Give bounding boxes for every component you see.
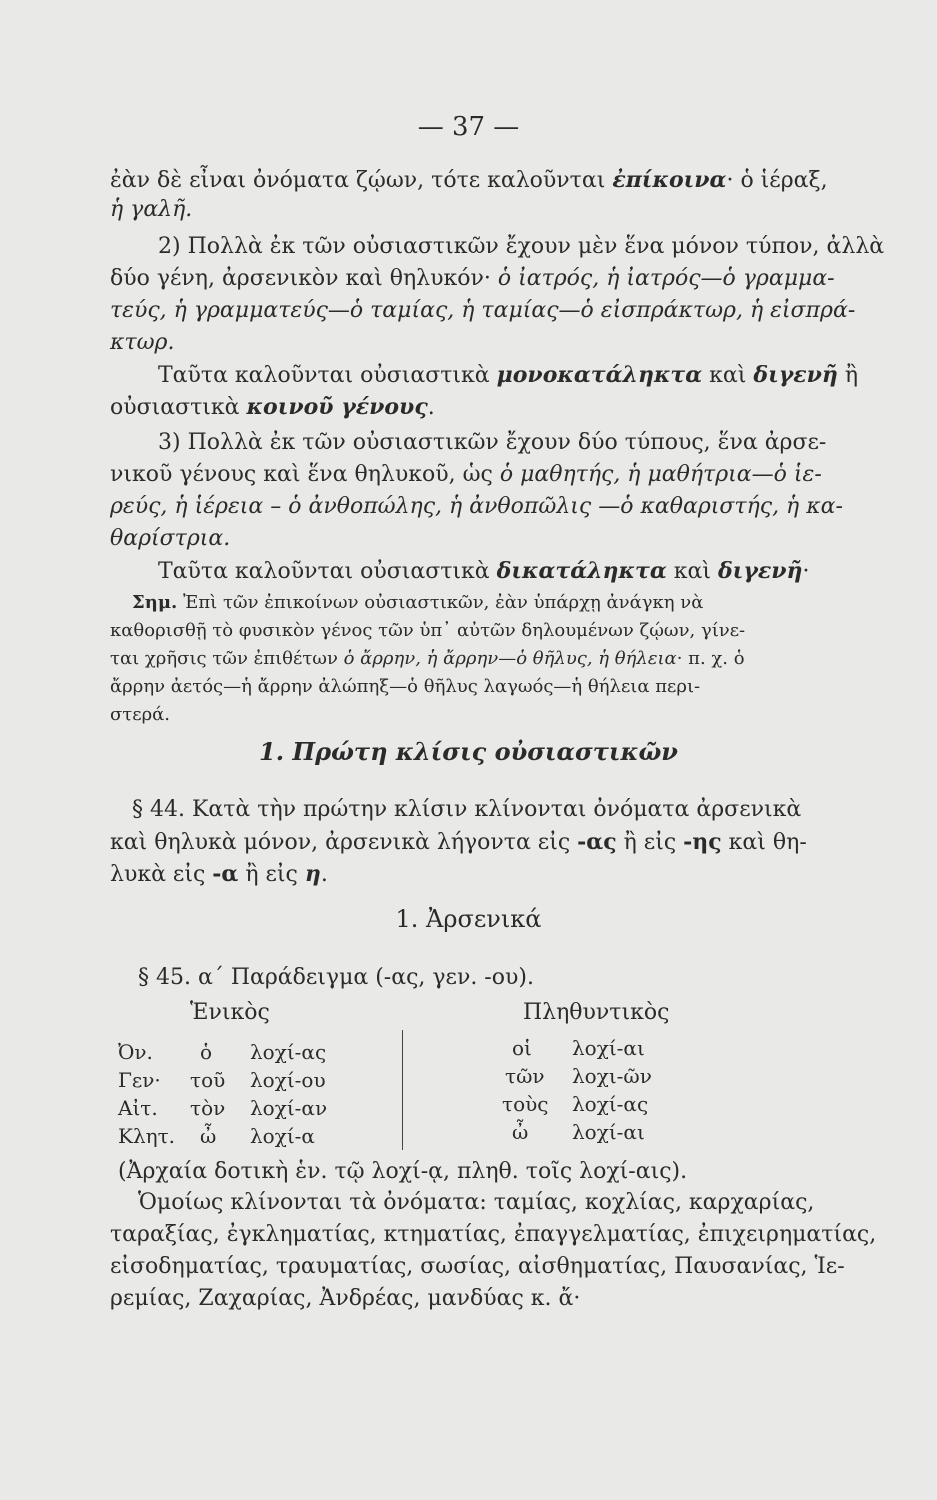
table-divider bbox=[402, 1030, 403, 1150]
note-line: καθορισθῇ τὸ φυσικὸν γένος τῶν ὑπ᾽ αὐτῶν δηλουμένων ζῴων, γίνε- bbox=[110, 620, 746, 641]
archaic-dative-note: (Ἀρχαία δοτικὴ ἑν. τῷ λοχί-ᾳ, πληθ. τοῖς λοχί-αις). bbox=[118, 1159, 688, 1184]
word-form: λοχί-ας bbox=[250, 1040, 327, 1064]
case-label: Ὀν. bbox=[118, 1040, 153, 1064]
case-label: Γεν· bbox=[118, 1068, 161, 1092]
text-line: νικοῦ γένους καὶ ἕνα θηλυκοῦ, ὡς ὁ μαθητής, ἡ μαθήτρια—ὁ ἱε- bbox=[110, 462, 822, 487]
article: τῶν bbox=[505, 1064, 545, 1088]
case-label: Αἰτ. bbox=[118, 1096, 158, 1120]
text-line: δύο γένη, ἀρσενικὸν καὶ θηλυκόν· ὁ ἰατρός, ἡ ἰατρός—ὁ γραμμα- bbox=[110, 266, 835, 291]
word-form: λοχί-αι bbox=[572, 1036, 645, 1060]
paragraph-44: § 44. Κατὰ τὴν πρώτην κλίσιν κλίνονται ὀνόματα ἀρσενικὰ bbox=[132, 797, 802, 822]
article: ὁ bbox=[200, 1040, 213, 1064]
plural-header: Πληθυντικὸς bbox=[523, 1000, 670, 1025]
text-line: 2) Πολλὰ ἐκ τῶν οὐσιαστικῶν ἔχουν μὲν ἕνα μόνον τύπον, ἀλλὰ bbox=[158, 234, 885, 259]
similar-words-line: εἰσοδηματίας, τραυματίας, σωσίας, αἰσθηματίας, Παυσανίας, Ἱε- bbox=[110, 1254, 845, 1279]
word-form: λοχι-ῶν bbox=[572, 1064, 652, 1088]
note-line: Σημ. Ἐπὶ τῶν ἐπικοίνων οὐσιαστικῶν, ἐὰν ὑπάρχῃ ἀνάγκη νὰ bbox=[132, 592, 704, 613]
text-line: θαρίστρια. bbox=[110, 526, 231, 551]
subsection-heading: 1. Ἀρσενικά bbox=[395, 905, 542, 933]
text-line: τεύς, ἡ γραμματεύς—ὁ ταμίας, ἡ ταμίας—ὁ εἰσπράκτωρ, ἡ εἰσπρά- bbox=[110, 298, 856, 323]
word-form: λοχί-αι bbox=[572, 1120, 645, 1144]
similar-words-line: ρεμίας, Ζαχαρίας, Ἀνδρέας, μανδύας κ. ἄ· bbox=[110, 1286, 581, 1311]
article: οἱ bbox=[512, 1036, 532, 1060]
singular-header: Ἑνικὸς bbox=[190, 1000, 270, 1025]
text-line: κτωρ. bbox=[110, 330, 175, 355]
note-line: στερά. bbox=[110, 704, 171, 725]
article: τοῦ bbox=[190, 1068, 226, 1092]
similar-words-line: Ὁμοίως κλίνονται τὰ ὀνόματα: ταμίας, κοχλίας, καρχαρίας, bbox=[138, 1190, 815, 1215]
word-form: λοχί-α bbox=[250, 1124, 315, 1148]
section-heading: 1. Πρώτη κλίσις οὐσιαστικῶν bbox=[259, 737, 678, 766]
article: τοὺς bbox=[502, 1092, 549, 1116]
paragraph-44: καὶ θηλυκὰ μόνον, ἀρσενικὰ λήγοντα εἰς -ας ἢ εἰς -ης καὶ θη- bbox=[110, 829, 807, 855]
similar-words-line: ταραξίας, ἐγκληματίας, κτηματίας, ἐπαγγελματίας, ἐπιχειρηματίας, bbox=[110, 1222, 877, 1247]
page-number: — 37 — bbox=[417, 112, 520, 142]
text-line: Ταῦτα καλοῦνται οὐσιαστικὰ μονοκατάληκτα καὶ διγενῆ ἢ bbox=[158, 362, 859, 388]
text-line: οὐσιαστικὰ κοινοῦ γένους. bbox=[110, 394, 435, 420]
word-form: λοχί-ας bbox=[572, 1092, 649, 1116]
text-line: ἐὰν δὲ εἶναι ὀνόματα ζῴων, τότε καλοῦνται ἐπίκοινα· ὁ ἱέραξ, bbox=[110, 167, 828, 193]
paragraph-44: λυκὰ εἰς -α ἢ εἰς η. bbox=[110, 861, 328, 887]
word-form: λοχί-ου bbox=[250, 1068, 326, 1092]
text-line: ρεύς, ἡ ἱέρεια – ὁ ἀνθοπώλης, ἡ ἀνθοπῶλις —ὁ καθαριστής, ἡ κα- bbox=[110, 494, 843, 519]
case-label: Κλητ. bbox=[118, 1124, 176, 1148]
text-line: ἡ γαλῆ. bbox=[110, 197, 193, 222]
article: τὸν bbox=[190, 1096, 226, 1120]
note-line: ἄρρην ἀετός—ἡ ἄρρην ἀλώπηξ—ὁ θῆλυς λαγωός—ἡ θήλεια περι- bbox=[110, 676, 701, 697]
text-line: Ταῦτα καλοῦνται οὐσιαστικὰ δικατάληκτα καὶ διγενῆ· bbox=[158, 558, 810, 584]
note-line: ται χρῆσις τῶν ἐπιθέτων ὁ ἄρρην, ἡ ἄρρην—ὁ θῆλυς, ἡ θήλεια· π. χ. ὁ bbox=[110, 648, 745, 669]
article: ὦ bbox=[200, 1124, 217, 1148]
text-line: 3) Πολλὰ ἐκ τῶν οὐσιαστικῶν ἔχουν δύο τύπους, ἕνα ἀρσε- bbox=[158, 430, 827, 455]
paragraph-45: § 45. α΄ Παράδειγμα (-ας, γεν. -ου). bbox=[138, 965, 534, 990]
word-form: λοχί-αν bbox=[250, 1096, 328, 1120]
article: ὦ bbox=[512, 1120, 529, 1144]
